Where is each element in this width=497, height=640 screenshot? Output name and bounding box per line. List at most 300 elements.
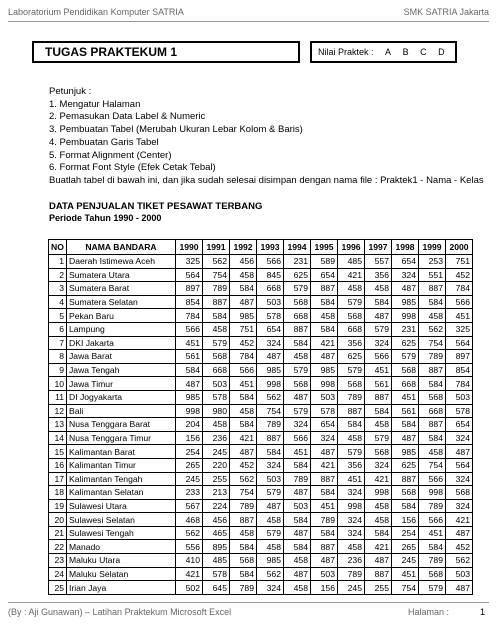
cell-value: 421 bbox=[230, 431, 257, 445]
cell-nama-bandara: Sulawesi Selatan bbox=[67, 513, 176, 527]
cell-value: 751 bbox=[446, 255, 473, 269]
cell-value: 421 bbox=[311, 336, 338, 350]
cell-value: 245 bbox=[203, 445, 230, 459]
cell-value: 562 bbox=[419, 322, 446, 336]
table-row bbox=[49, 526, 473, 540]
cell-value: 584 bbox=[419, 377, 446, 391]
cell-value: 564 bbox=[176, 268, 203, 282]
header-right-text: SMK SATRIA Jakarta bbox=[403, 7, 489, 17]
table-row bbox=[49, 322, 473, 336]
header-year: 1997 bbox=[365, 240, 392, 255]
cell-value: 566 bbox=[230, 363, 257, 377]
cell-value: 568 bbox=[284, 295, 311, 309]
cell-value: 854 bbox=[446, 363, 473, 377]
cell-value: 456 bbox=[203, 513, 230, 527]
cell-value: 584 bbox=[284, 540, 311, 554]
cell-value: 487 bbox=[284, 567, 311, 581]
cell-value: 887 bbox=[230, 513, 257, 527]
cell-value: 645 bbox=[203, 581, 230, 595]
cell-value: 625 bbox=[338, 350, 365, 364]
cell-value: 568 bbox=[392, 486, 419, 500]
header-no: NO bbox=[49, 240, 67, 255]
cell-value: 887 bbox=[365, 567, 392, 581]
cell-value: 998 bbox=[419, 486, 446, 500]
cell-value: 458 bbox=[230, 268, 257, 282]
cell-value: 231 bbox=[392, 322, 419, 336]
section-title: DATA PENJUALAN TIKET PESAWAT TERBANG bbox=[49, 201, 263, 212]
cell-value: 754 bbox=[230, 486, 257, 500]
cell-value: 562 bbox=[446, 554, 473, 568]
cell-value: 789 bbox=[257, 418, 284, 432]
cell-value: 324 bbox=[446, 499, 473, 513]
cell-value: 584 bbox=[230, 282, 257, 296]
instruction-item: 4. Pembuatan Garis Tabel bbox=[49, 136, 159, 148]
table-row bbox=[49, 295, 473, 309]
cell-value: 985 bbox=[176, 390, 203, 404]
footer-left-text: (By : Aji Gunawan) – Latihan Praktekum Microsoft Excel bbox=[8, 607, 232, 617]
cell-nama-bandara: DI Jogyakarta bbox=[67, 390, 176, 404]
cell-value: 584 bbox=[338, 418, 365, 432]
cell-value: 236 bbox=[338, 554, 365, 568]
cell-value: 579 bbox=[338, 295, 365, 309]
cell-value: 421 bbox=[365, 540, 392, 554]
cell-value: 265 bbox=[176, 458, 203, 472]
cell-value: 410 bbox=[176, 554, 203, 568]
table-row bbox=[49, 282, 473, 296]
cell-value: 451 bbox=[419, 526, 446, 540]
cell-value: 485 bbox=[338, 255, 365, 269]
cell-value: 562 bbox=[230, 472, 257, 486]
cell-value: 245 bbox=[392, 554, 419, 568]
cell-value: 456 bbox=[230, 255, 257, 269]
cell-no: 2 bbox=[49, 268, 67, 282]
cell-nama-bandara: Kalimantan Timur bbox=[67, 458, 176, 472]
cell-nama-bandara: Maluku Selatan bbox=[67, 567, 176, 581]
header-divider bbox=[8, 21, 489, 22]
header-year: 2000 bbox=[446, 240, 473, 255]
cell-value: 568 bbox=[419, 390, 446, 404]
cell-value: 789 bbox=[419, 554, 446, 568]
cell-value: 654 bbox=[311, 418, 338, 432]
cell-value: 324 bbox=[284, 418, 311, 432]
cell-value: 578 bbox=[311, 404, 338, 418]
cell-nama-bandara: Manado bbox=[67, 540, 176, 554]
header-year: 1994 bbox=[284, 240, 311, 255]
cell-value: 487 bbox=[446, 445, 473, 459]
cell-value: 487 bbox=[257, 499, 284, 513]
instruction-item: 5. Format Alignment (Center) bbox=[49, 149, 172, 161]
cell-value: 584 bbox=[419, 295, 446, 309]
cell-value: 584 bbox=[176, 363, 203, 377]
nilai-option-b: B bbox=[402, 47, 409, 57]
cell-value: 668 bbox=[203, 363, 230, 377]
cell-value: 887 bbox=[419, 418, 446, 432]
cell-nama-bandara: Pekan Baru bbox=[67, 309, 176, 323]
cell-value: 564 bbox=[446, 458, 473, 472]
table-row bbox=[49, 513, 473, 527]
table-row bbox=[49, 431, 473, 445]
header-year: 1991 bbox=[203, 240, 230, 255]
cell-value: 451 bbox=[176, 336, 203, 350]
footer-page-number: 1 bbox=[479, 607, 485, 617]
header-year: 1992 bbox=[230, 240, 257, 255]
cell-value: 584 bbox=[365, 404, 392, 418]
cell-value: 897 bbox=[446, 350, 473, 364]
cell-value: 487 bbox=[311, 350, 338, 364]
cell-value: 887 bbox=[284, 322, 311, 336]
cell-value: 985 bbox=[257, 363, 284, 377]
cell-value: 487 bbox=[176, 377, 203, 391]
cell-value: 584 bbox=[365, 295, 392, 309]
header-nama-bandara: NAMA BANDARA bbox=[67, 240, 176, 255]
cell-value: 421 bbox=[446, 513, 473, 527]
cell-value: 566 bbox=[365, 350, 392, 364]
instructions-heading: Petunjuk : bbox=[49, 86, 92, 97]
cell-value: 579 bbox=[365, 322, 392, 336]
cell-value: 754 bbox=[203, 268, 230, 282]
cell-value: 487 bbox=[365, 309, 392, 323]
cell-value: 458 bbox=[365, 499, 392, 513]
sales-table bbox=[48, 239, 473, 595]
cell-value: 324 bbox=[446, 472, 473, 486]
cell-no: 13 bbox=[49, 418, 67, 432]
cell-value: 562 bbox=[257, 390, 284, 404]
cell-value: 254 bbox=[176, 445, 203, 459]
cell-value: 156 bbox=[311, 581, 338, 595]
cell-value: 451 bbox=[392, 567, 419, 581]
cell-value: 625 bbox=[392, 458, 419, 472]
cell-value: 325 bbox=[176, 255, 203, 269]
cell-value: 998 bbox=[365, 486, 392, 500]
cell-value: 503 bbox=[446, 390, 473, 404]
cell-value: 668 bbox=[419, 404, 446, 418]
table-row bbox=[49, 255, 473, 269]
cell-value: 458 bbox=[365, 282, 392, 296]
cell-value: 887 bbox=[311, 282, 338, 296]
cell-value: 566 bbox=[419, 472, 446, 486]
cell-value: 502 bbox=[176, 581, 203, 595]
table-row bbox=[49, 581, 473, 595]
cell-value: 551 bbox=[419, 268, 446, 282]
cell-no: 24 bbox=[49, 567, 67, 581]
cell-value: 356 bbox=[365, 268, 392, 282]
cell-nama-bandara: Sumatera Utara bbox=[67, 268, 176, 282]
cell-value: 325 bbox=[446, 322, 473, 336]
cell-value: 561 bbox=[365, 377, 392, 391]
instruction-item: 3. Pembuatan Tabel (Merubah Ukuran Lebar Kolom & Baris) bbox=[49, 124, 303, 136]
cell-value: 451 bbox=[338, 472, 365, 486]
cell-value: 789 bbox=[203, 282, 230, 296]
cell-value: 451 bbox=[365, 363, 392, 377]
cell-value: 487 bbox=[446, 581, 473, 595]
cell-value: 668 bbox=[392, 377, 419, 391]
cell-nama-bandara: Maluku Utara bbox=[67, 554, 176, 568]
document-title: TUGAS PRAKTEKUM 1 bbox=[32, 41, 300, 63]
cell-value: 356 bbox=[338, 336, 365, 350]
cell-value: 562 bbox=[203, 255, 230, 269]
cell-value: 998 bbox=[176, 404, 203, 418]
cell-no: 19 bbox=[49, 499, 67, 513]
cell-value: 654 bbox=[446, 418, 473, 432]
table-row bbox=[49, 350, 473, 364]
cell-nama-bandara: DKI Jakarta bbox=[67, 336, 176, 350]
cell-value: 458 bbox=[365, 418, 392, 432]
cell-no: 22 bbox=[49, 540, 67, 554]
cell-value: 887 bbox=[203, 295, 230, 309]
cell-value: 324 bbox=[392, 268, 419, 282]
cell-no: 21 bbox=[49, 526, 67, 540]
cell-value: 654 bbox=[392, 255, 419, 269]
cell-value: 233 bbox=[176, 486, 203, 500]
cell-value: 487 bbox=[446, 526, 473, 540]
table-row bbox=[49, 377, 473, 391]
cell-value: 458 bbox=[365, 513, 392, 527]
cell-value: 887 bbox=[338, 404, 365, 418]
cell-no: 18 bbox=[49, 486, 67, 500]
cell-value: 985 bbox=[257, 554, 284, 568]
cell-no: 12 bbox=[49, 404, 67, 418]
table-row bbox=[49, 268, 473, 282]
cell-value: 625 bbox=[284, 268, 311, 282]
cell-value: 324 bbox=[257, 458, 284, 472]
cell-value: 452 bbox=[230, 336, 257, 350]
cell-value: 503 bbox=[203, 377, 230, 391]
cell-value: 451 bbox=[284, 445, 311, 459]
cell-value: 452 bbox=[446, 540, 473, 554]
cell-value: 584 bbox=[311, 295, 338, 309]
cell-value: 584 bbox=[311, 526, 338, 540]
table-row bbox=[49, 363, 473, 377]
cell-value: 562 bbox=[257, 567, 284, 581]
cell-value: 579 bbox=[419, 581, 446, 595]
cell-value: 589 bbox=[311, 255, 338, 269]
cell-value: 458 bbox=[203, 418, 230, 432]
cell-value: 584 bbox=[203, 309, 230, 323]
cell-nama-bandara: Jawa Barat bbox=[67, 350, 176, 364]
cell-value: 668 bbox=[257, 282, 284, 296]
cell-value: 579 bbox=[203, 336, 230, 350]
cell-value: 566 bbox=[257, 255, 284, 269]
footer-divider bbox=[8, 602, 489, 603]
cell-value: 556 bbox=[176, 540, 203, 554]
cell-value: 421 bbox=[176, 567, 203, 581]
cell-value: 584 bbox=[419, 431, 446, 445]
cell-value: 224 bbox=[203, 499, 230, 513]
cell-value: 468 bbox=[176, 513, 203, 527]
cell-value: 579 bbox=[257, 486, 284, 500]
cell-value: 584 bbox=[365, 526, 392, 540]
cell-nama-bandara: Kalimantan Tengah bbox=[67, 472, 176, 486]
cell-value: 584 bbox=[311, 322, 338, 336]
cell-value: 452 bbox=[230, 458, 257, 472]
cell-value: 458 bbox=[419, 309, 446, 323]
cell-value: 584 bbox=[311, 486, 338, 500]
cell-value: 557 bbox=[365, 255, 392, 269]
table-row bbox=[49, 309, 473, 323]
cell-value: 324 bbox=[365, 458, 392, 472]
cell-value: 887 bbox=[419, 282, 446, 296]
instructions bbox=[49, 86, 484, 188]
cell-value: 985 bbox=[230, 309, 257, 323]
cell-value: 789 bbox=[338, 567, 365, 581]
cell-value: 584 bbox=[284, 458, 311, 472]
cell-value: 503 bbox=[257, 295, 284, 309]
cell-value: 503 bbox=[446, 567, 473, 581]
cell-value: 584 bbox=[257, 445, 284, 459]
cell-value: 584 bbox=[284, 513, 311, 527]
cell-value: 985 bbox=[392, 445, 419, 459]
cell-value: 578 bbox=[203, 567, 230, 581]
cell-value: 451 bbox=[311, 499, 338, 513]
cell-nama-bandara: Daerah Istimewa Aceh bbox=[67, 255, 176, 269]
header-year: 1998 bbox=[392, 240, 419, 255]
cell-value: 584 bbox=[419, 540, 446, 554]
cell-value: 668 bbox=[338, 322, 365, 336]
cell-value: 566 bbox=[176, 322, 203, 336]
cell-value: 754 bbox=[419, 336, 446, 350]
cell-value: 458 bbox=[203, 322, 230, 336]
cell-value: 789 bbox=[284, 472, 311, 486]
footer-page-label: Halaman : bbox=[407, 607, 449, 617]
cell-no: 5 bbox=[49, 309, 67, 323]
table-row bbox=[49, 445, 473, 459]
cell-value: 487 bbox=[284, 390, 311, 404]
cell-value: 568 bbox=[392, 363, 419, 377]
cell-value: 356 bbox=[338, 458, 365, 472]
nilai-option-c: C bbox=[420, 47, 427, 57]
cell-nama-bandara: Bali bbox=[67, 404, 176, 418]
cell-value: 451 bbox=[446, 309, 473, 323]
page-header bbox=[8, 7, 489, 21]
cell-value: 625 bbox=[392, 336, 419, 350]
cell-value: 784 bbox=[176, 309, 203, 323]
cell-value: 487 bbox=[284, 526, 311, 540]
cell-value: 887 bbox=[365, 390, 392, 404]
cell-value: 568 bbox=[446, 486, 473, 500]
cell-value: 754 bbox=[392, 581, 419, 595]
cell-value: 485 bbox=[203, 554, 230, 568]
cell-value: 584 bbox=[230, 418, 257, 432]
cell-value: 452 bbox=[446, 268, 473, 282]
cell-value: 561 bbox=[392, 404, 419, 418]
cell-value: 458 bbox=[230, 404, 257, 418]
cell-value: 503 bbox=[284, 499, 311, 513]
cell-no: 4 bbox=[49, 295, 67, 309]
cell-value: 668 bbox=[284, 309, 311, 323]
cell-no: 11 bbox=[49, 390, 67, 404]
cell-value: 458 bbox=[311, 309, 338, 323]
cell-value: 231 bbox=[284, 255, 311, 269]
table-header-row bbox=[49, 240, 473, 255]
cell-value: 568 bbox=[338, 377, 365, 391]
cell-value: 220 bbox=[203, 458, 230, 472]
instructions-closing: Buatlah tabel di bawah ini, dan jika sudah selesai disimpan dengan nama file : Praktek1 - Nama - Kelas bbox=[49, 174, 484, 186]
cell-value: 564 bbox=[446, 336, 473, 350]
cell-value: 579 bbox=[284, 404, 311, 418]
cell-value: 503 bbox=[311, 390, 338, 404]
header-year: 1995 bbox=[311, 240, 338, 255]
cell-value: 751 bbox=[230, 322, 257, 336]
table-row bbox=[49, 486, 473, 500]
cell-value: 213 bbox=[203, 486, 230, 500]
cell-nama-bandara: Nusa Tenggara Timur bbox=[67, 431, 176, 445]
cell-value: 324 bbox=[311, 431, 338, 445]
cell-nama-bandara: Sulawesi Utara bbox=[67, 499, 176, 513]
cell-value: 578 bbox=[446, 404, 473, 418]
cell-value: 451 bbox=[392, 390, 419, 404]
cell-value: 568 bbox=[284, 377, 311, 391]
cell-value: 854 bbox=[176, 295, 203, 309]
cell-value: 567 bbox=[176, 499, 203, 513]
table-body bbox=[49, 255, 473, 595]
cell-value: 566 bbox=[284, 431, 311, 445]
cell-value: 324 bbox=[365, 336, 392, 350]
cell-no: 1 bbox=[49, 255, 67, 269]
cell-value: 784 bbox=[230, 350, 257, 364]
cell-value: 458 bbox=[284, 581, 311, 595]
cell-value: 503 bbox=[311, 567, 338, 581]
cell-value: 253 bbox=[419, 255, 446, 269]
header-year: 1990 bbox=[176, 240, 203, 255]
table-row bbox=[49, 458, 473, 472]
cell-value: 265 bbox=[392, 540, 419, 554]
instructions-list bbox=[49, 99, 484, 175]
cell-value: 887 bbox=[419, 363, 446, 377]
cell-value: 584 bbox=[230, 567, 257, 581]
cell-value: 578 bbox=[203, 390, 230, 404]
cell-value: 156 bbox=[176, 431, 203, 445]
cell-no: 8 bbox=[49, 350, 67, 364]
cell-value: 458 bbox=[284, 350, 311, 364]
cell-value: 654 bbox=[311, 268, 338, 282]
cell-value: 579 bbox=[365, 431, 392, 445]
cell-value: 579 bbox=[392, 350, 419, 364]
cell-value: 255 bbox=[203, 472, 230, 486]
instruction-item: 6. Format Font Style (Efek Cetak Tebal) bbox=[49, 162, 216, 174]
cell-value: 584 bbox=[230, 540, 257, 554]
cell-value: 487 bbox=[230, 295, 257, 309]
cell-value: 579 bbox=[338, 445, 365, 459]
cell-no: 6 bbox=[49, 322, 67, 336]
cell-nama-bandara: Jawa Timur bbox=[67, 377, 176, 391]
cell-value: 998 bbox=[257, 377, 284, 391]
cell-no: 17 bbox=[49, 472, 67, 486]
cell-value: 568 bbox=[419, 567, 446, 581]
cell-value: 897 bbox=[176, 282, 203, 296]
cell-value: 998 bbox=[338, 499, 365, 513]
cell-value: 985 bbox=[392, 295, 419, 309]
header-left-text: Laboratorium Pendidikan Komputer SATRIA bbox=[8, 7, 184, 17]
header-year: 1993 bbox=[257, 240, 284, 255]
cell-value: 421 bbox=[311, 458, 338, 472]
cell-value: 784 bbox=[446, 282, 473, 296]
cell-no: 14 bbox=[49, 431, 67, 445]
table-row bbox=[49, 472, 473, 486]
cell-no: 16 bbox=[49, 458, 67, 472]
cell-value: 487 bbox=[392, 282, 419, 296]
cell-value: 887 bbox=[257, 431, 284, 445]
cell-value: 458 bbox=[419, 445, 446, 459]
cell-no: 20 bbox=[49, 513, 67, 527]
cell-nama-bandara: Sulawesi Tengah bbox=[67, 526, 176, 540]
cell-value: 421 bbox=[338, 268, 365, 282]
cell-value: 985 bbox=[311, 363, 338, 377]
cell-nama-bandara: Kalimantan Selatan bbox=[67, 486, 176, 500]
cell-value: 156 bbox=[392, 513, 419, 527]
cell-no: 10 bbox=[49, 377, 67, 391]
cell-value: 789 bbox=[338, 390, 365, 404]
cell-value: 568 bbox=[365, 445, 392, 459]
